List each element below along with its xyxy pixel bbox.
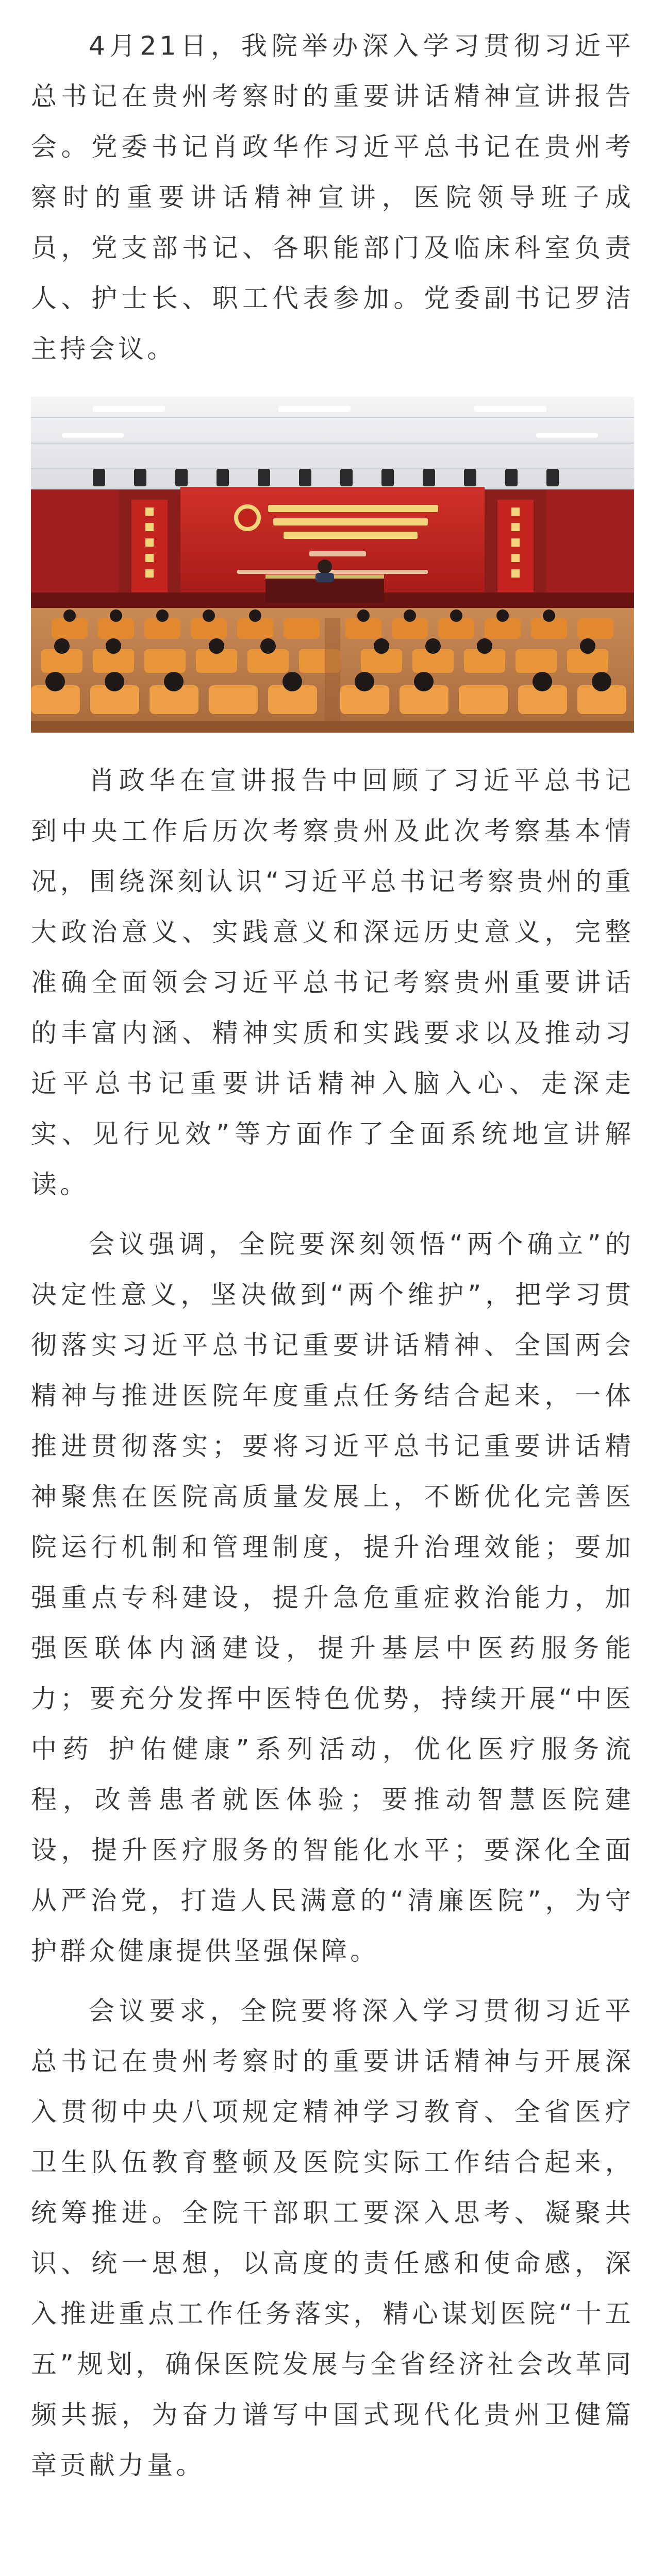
article-paragraph-3: 会议强调，全院要深刻领悟“两个确立”的决定性意义，坚决做到“两个维护”，把学习贯彻落实习近平总书记重要讲话精神、全国两会精神与推进医院年度重点任务结合起来，一体推进贯彻落实；要将习近平总书记重要讲话精神聚焦在医院高质量发展上，不断优化完善医院运行机制和管理制度，提升治理效能；要加强重点专科建设，提升急危重症救治能力，加强医联体内涵建设，提升基层中医药服务能力；要充分发挥中医特色优势，持续开展“中医中药 护佑健康”系列活动，优化医疗服务流程，改善患者就医体验；要推动智慧医院建设，提升医疗服务的智能化水平；要深化全面从严治党，打造人民满意的“清廉医院”，为守护群众健康提供坚强保障。	[31, 1229, 634, 1966]
meeting-photo	[31, 397, 634, 733]
article-paragraph-4: 会议要求，全院要将深入学习贯彻习近平总书记在贵州考察时的重要讲话精神与开展深入贯彻中央八项规定精神学习教育、全省医疗卫生队伍教育整顿及医院实际工作结合起来，统筹推进。全院干部职工要深入思考、凝聚共识、统一思想，以高度的责任感和使命感，深入推进重点工作任务落实，精心谋划医院“十五五”规划，确保医院发展与全省经济社会改革同频共振，为奋力谱写中国式现代化贵州卫健篇章贡献力量。	[31, 1996, 634, 2480]
article-paragraph-2: 肖政华在宣讲报告中回顾了习近平总书记到中央工作后历次考察贵州及此次考察基本情况，围绕深刻认识“习近平总书记考察贵州的重大政治意义、实践意义和深远历史意义，完整准确全面领会习近平总书记考察贵州重要讲话的丰富内涵、精神实质和实践要求以及推动习近平总书记重要讲话精神入脑入心、走深走实、见行见效”等方面作了全面系统地宣讲解读。	[31, 766, 634, 1199]
article-paragraph-1: 4月21日，我院举办深入学习贯彻习近平总书记在贵州考察时的重要讲话精神宣讲报告会。党委书记肖政华作习近平总书记在贵州考察时的重要讲话精神宣讲，医院领导班子成员，党支部书记、各职能部门及临床科室负责人、护士长、职工代表参加。党委副书记罗洁主持会议。	[31, 31, 634, 364]
article-body	[31, 21, 634, 2500]
